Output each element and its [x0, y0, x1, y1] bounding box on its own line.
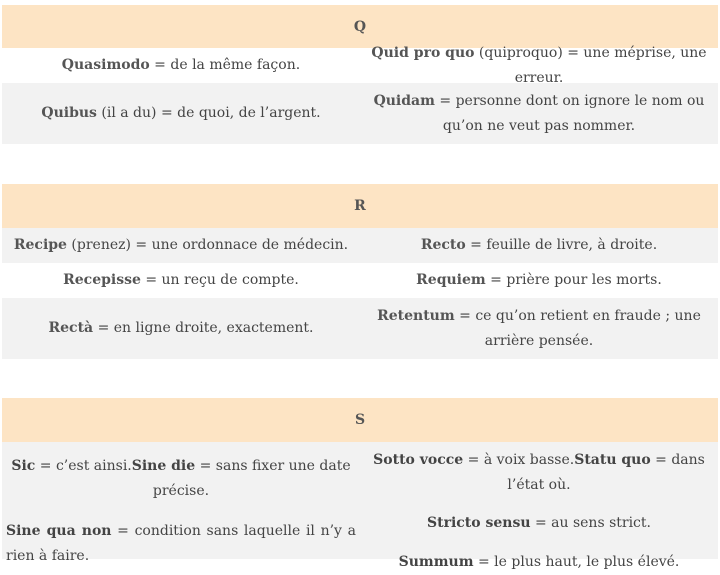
entry-term: Sine die: [131, 458, 196, 474]
entry-term: Statu quo: [574, 452, 651, 468]
table-row: [2, 83, 718, 144]
entry-cell: [360, 44, 718, 86]
entry-definition: = c’est ainsi.: [35, 458, 132, 474]
entry-term: Quasimodo: [61, 57, 150, 73]
section-s: [2, 398, 718, 570]
entry-paragraph: [364, 511, 714, 536]
entry-term: Quibus: [41, 105, 97, 121]
entry-paragraph: [364, 448, 714, 498]
entry-definition: = personne dont on ignore le nom ou qu’on ne veut pas nommer.: [434, 92, 705, 134]
entry-definition: = dans l’état où.: [507, 452, 705, 493]
entry-definition: = ce qu’on retient en fraude ; une arrière pensée.: [454, 307, 701, 349]
entry-term: Recto: [420, 237, 466, 253]
entry-term: Sine qua non: [6, 523, 112, 539]
entry-term: Summum: [398, 554, 474, 570]
entry-definition: = à voix basse.: [463, 452, 575, 468]
entry-term: Recipe: [13, 237, 67, 253]
entry-definition: = le plus haut, le plus élevé.: [473, 554, 680, 570]
entry-column-right: [360, 442, 718, 570]
entry-definition: = feuille de livre, à droite.: [465, 237, 658, 253]
entry-cell: [360, 298, 718, 359]
entry-paragraph: [6, 519, 356, 569]
entry-term: Stricto sensu: [427, 515, 531, 531]
entry-paragraph: [6, 454, 356, 504]
entry-definition: = de la même façon.: [149, 57, 301, 73]
entry-definition: (prenez) = une ordonnace de médecin.: [66, 237, 349, 253]
entry-cell: [2, 48, 360, 83]
entry-definition: = condition sans laquelle il n’y a rien à faire.: [6, 523, 356, 564]
entry-paragraph: [364, 550, 714, 575]
entry-definition: (quiproquo) = une méprise, une erreur.: [474, 44, 707, 86]
table-row: [2, 228, 718, 263]
entry-definition: = sans fixer une date précise.: [152, 458, 351, 499]
section-header: Q: [2, 5, 718, 48]
table-row: [2, 44, 718, 86]
entry-definition: = prière pour les morts.: [485, 272, 662, 288]
section-r: [2, 184, 718, 359]
entry-definition: = au sens strict.: [530, 515, 651, 531]
entry-definition: (il a du) = de quoi, de l’argent.: [96, 105, 321, 121]
entry-cell: [2, 298, 360, 359]
entry-definition: = en ligne droite, exactement.: [93, 320, 314, 336]
entry-term: Rectà: [48, 320, 94, 336]
entry-cell: [360, 83, 718, 144]
table-row: [2, 442, 718, 570]
entry-cell: [360, 228, 718, 263]
entry-term: Sotto vocce: [373, 452, 464, 468]
entry-term: Requiem: [416, 272, 486, 288]
entry-definition: = un reçu de compte.: [140, 272, 299, 288]
entry-term: Quid pro quo: [371, 44, 475, 61]
entry-cell: [2, 263, 360, 298]
table-row: [2, 298, 718, 359]
table-row: [2, 263, 718, 298]
entry-cell: [360, 263, 718, 298]
entry-cell: [2, 83, 360, 144]
section-header: S: [2, 398, 718, 442]
entry-term: Retentum: [377, 307, 455, 324]
entry-term: Recepisse: [63, 272, 141, 288]
section-header: R: [2, 184, 718, 228]
entry-term: Sic: [11, 458, 36, 474]
section-q: [2, 5, 718, 144]
entry-cell: [2, 228, 360, 263]
entry-column-left: [2, 442, 360, 564]
entry-term: Quidam: [373, 92, 435, 109]
